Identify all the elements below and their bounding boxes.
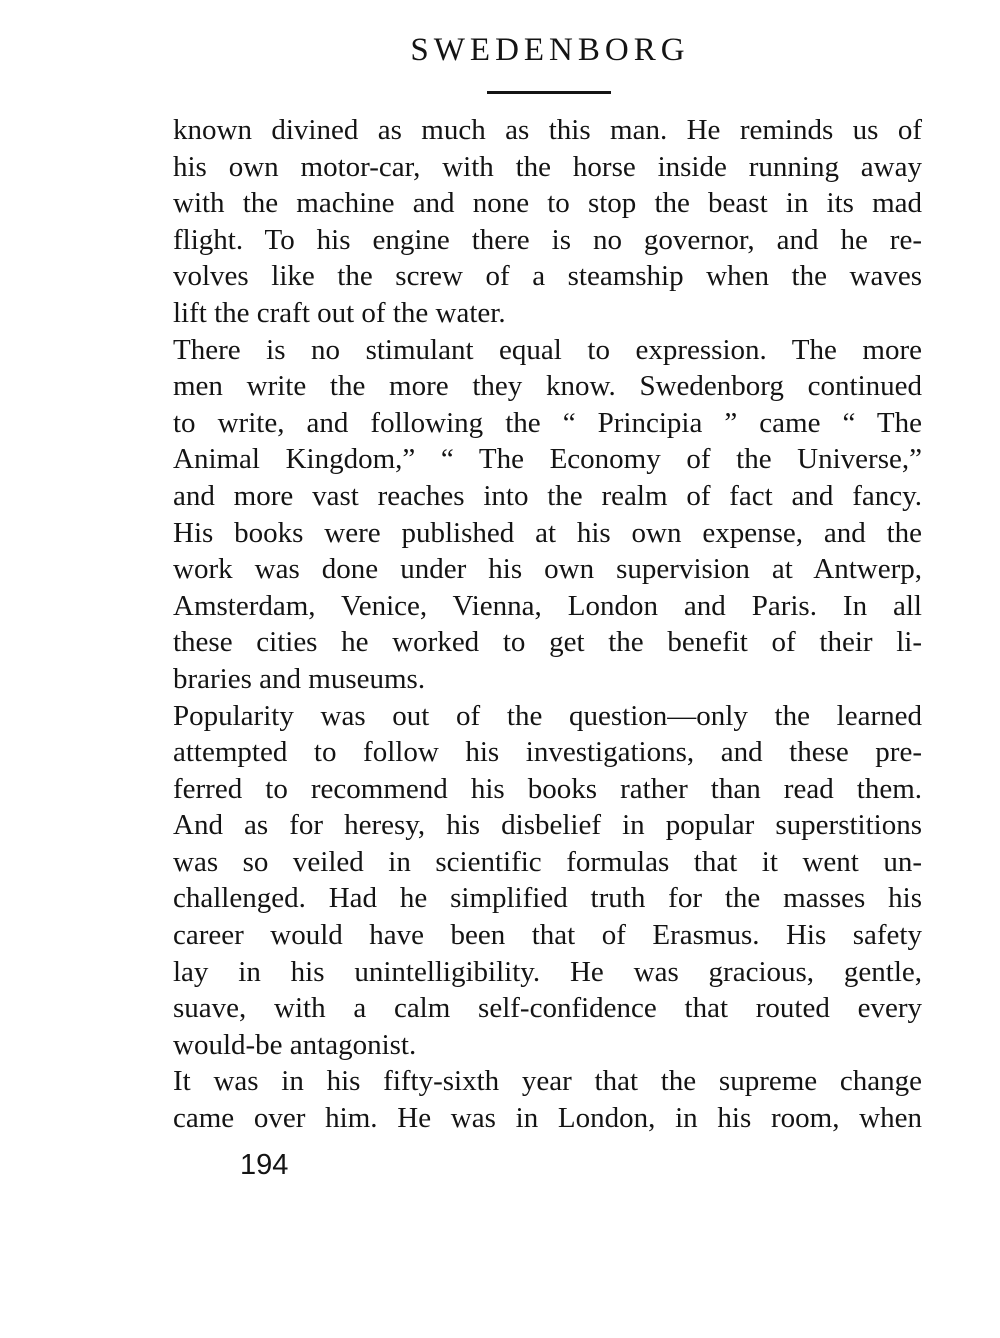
text-line: volves like the screw of a steamship when the waves (173, 260, 922, 293)
text-line: ferred to recommend his books rather than read them. (173, 772, 922, 805)
text-line: was so veiled in scientific formulas that it went un- (173, 845, 922, 878)
text-line: There is no stimulant equal to expression. The more (173, 333, 922, 366)
text-line: lift the craft out of the water. (173, 296, 506, 329)
text-line: and more vast reaches into the realm of fact and fancy. (173, 479, 922, 512)
text-line: men write the more they know. Swedenborg continued (173, 370, 922, 403)
text-line: career would have been that of Erasmus. His safety (173, 919, 922, 952)
text-line: attempted to follow his investigations, and these pre- (173, 736, 922, 769)
text-line: known divined as much as this man. He reminds us of (173, 114, 922, 146)
text-line: came over him. He was in London, in his room, when (173, 1102, 922, 1135)
text-line: work was done under his own supervision at Antwerp, (173, 553, 922, 586)
text-line: His books were published at his own expense, and the (173, 516, 922, 549)
text-line: braries and museums. (173, 662, 426, 695)
text-line: Animal Kingdom,” “ The Economy of the Universe,” (173, 443, 922, 476)
running-head: SWEDENBORG (410, 32, 690, 68)
header-rule (487, 91, 611, 94)
text-line: his own motor-car, with the horse inside running away (173, 150, 922, 183)
text-line: suave, with a calm self-confidence that routed every (173, 992, 922, 1025)
text-line: challenged. Had he simplified truth for the masses his (173, 882, 922, 915)
text-line: Amsterdam, Venice, Vienna, London and Paris. In all (173, 589, 922, 622)
text-line: Popularity was out of the question—only the learned (173, 699, 922, 732)
text-line: flight. To his engine there is no governor, and he re- (173, 223, 922, 256)
text-line: to write, and following the “ Principia ” came “ The (173, 406, 922, 439)
body-text (173, 112, 922, 1137)
text-line: And as for heresy, his disbelief in popular superstitions (173, 809, 922, 842)
text-line: It was in his fifty-sixth year that the supreme change (173, 1065, 922, 1098)
text-line: with the machine and none to stop the beast in its mad (173, 187, 922, 220)
text-line: would-be antagonist. (173, 1028, 417, 1061)
text-line: lay in his unintelligibility. He was gracious, gentle, (173, 955, 922, 988)
page-number: 194 (240, 1149, 289, 1181)
text-line: these cities he worked to get the benefit of their li- (173, 626, 922, 659)
